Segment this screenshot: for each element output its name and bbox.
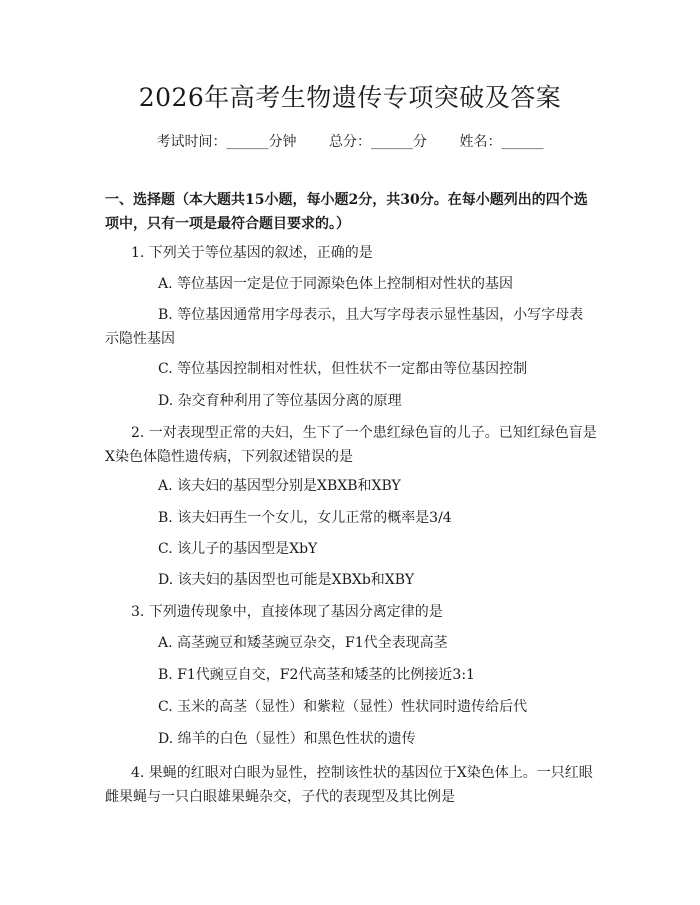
question-option: B. 等位基因通常用字母表示，且大写字母表示显性基因，小写字母表示隐性基因 <box>105 307 584 347</box>
question-stem: 3. 下列遗传现象中，直接体现了基因分离定律的是 <box>131 604 443 620</box>
question-option: D. 杂交育种利用了等位基因分离的原理 <box>158 393 402 409</box>
section-heading: 一、选择题（本大题共15小题，每小题2分，共30分。在每小题列出的四个选项中，只有一项是最符合题目要求的。） <box>105 192 588 232</box>
page-title: 2026年高考生物遗传专项突破及答案 <box>138 83 562 112</box>
question-stem: 1. 下列关于等位基因的叙述，正确的是 <box>131 245 373 261</box>
question-option: A. 该夫妇的基因型分别是XBXB和XBY <box>158 478 401 494</box>
question-stem: 2. 一对表现型正常的夫妇，生下了一个患红绿色盲的儿子。已知红绿色盲是X染色体隐性遗传病，下列叙述错误的是 <box>105 425 597 465</box>
question-option: C. 该儿子的基因型是XbY <box>158 541 318 557</box>
exam-meta <box>0 131 700 151</box>
question-option: D. 绵羊的白色（显性）和黑色性状的遗传 <box>158 731 416 747</box>
question-stem: 4. 果蝇的红眼对白眼为显性，控制该性状的基因位于X染色体上。一只红眼雌果蝇与一只白眼雄果蝇杂交，子代的表现型及其比例是 <box>105 765 593 805</box>
question-option: D. 该夫妇的基因型也可能是XBXb和XBY <box>158 572 415 588</box>
exam-name: 姓名：______ <box>459 134 544 150</box>
question-option: C. 玉米的高茎（显性）和紫粒（显性）性状同时遗传给后代 <box>158 699 528 715</box>
question-option: A. 等位基因一定是位于同源染色体上控制相对性状的基因 <box>158 276 514 292</box>
exam-time: 考试时间：______分钟 <box>156 134 297 150</box>
question-option: B. F1代豌豆自交，F2代高茎和矮茎的比例接近3:1 <box>158 667 475 683</box>
question-option: B. 该夫妇再生一个女儿，女儿正常的概率是3/4 <box>158 510 452 526</box>
question-option: C. 等位基因控制相对性状，但性状不一定都由等位基因控制 <box>158 361 528 377</box>
exam-score: 总分：______分 <box>329 134 427 150</box>
question-option: A. 高茎豌豆和矮茎豌豆杂交，F1代全表现高茎 <box>158 635 448 651</box>
